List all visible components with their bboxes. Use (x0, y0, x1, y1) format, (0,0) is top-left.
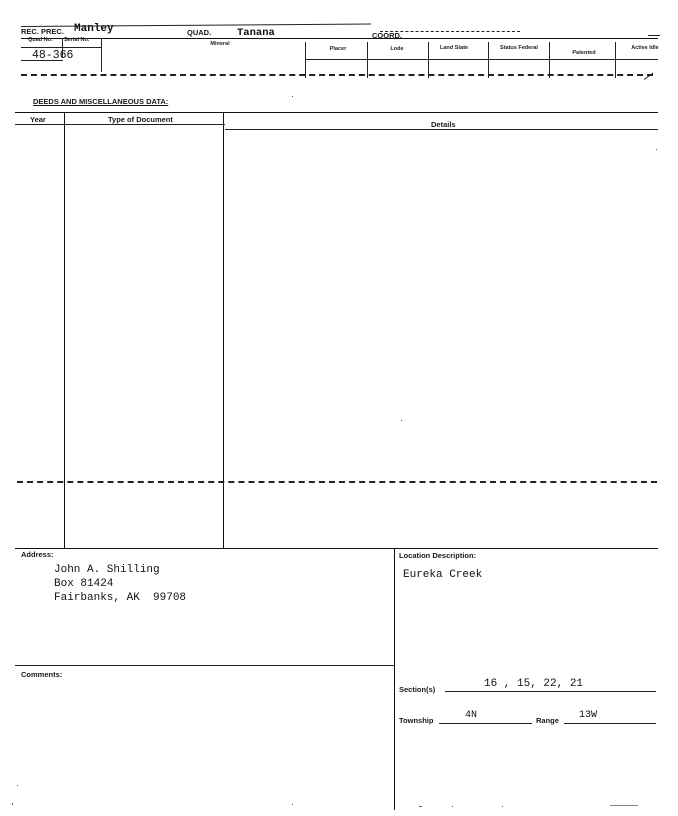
sections-label: Section(s) (399, 685, 436, 694)
speck (17, 785, 18, 786)
speck (401, 420, 402, 421)
address-line: Fairbanks, AK 99708 (54, 592, 187, 604)
speck (656, 149, 657, 150)
col-serial-no: Serial No. (64, 37, 90, 43)
deeds-header-rule-right (225, 129, 658, 130)
speck (419, 806, 422, 807)
location-description-label: Location Description: (399, 551, 477, 560)
col-patented: Patented (572, 50, 596, 56)
quad-serial-divider-rule (21, 47, 101, 48)
range-value: 13W (579, 710, 598, 721)
rec-prec-value: Manley (74, 23, 114, 35)
township-underline (439, 723, 532, 724)
quad-value: Tanana (237, 27, 275, 39)
speck (610, 805, 638, 806)
col-details: Details (431, 120, 456, 129)
col-divider (101, 38, 102, 72)
address-label: Address: (21, 550, 54, 559)
col-land-state: Land State (440, 45, 469, 51)
speck (452, 806, 453, 807)
comments-top-rule (15, 665, 394, 666)
col-lode: Lode (390, 46, 404, 52)
address-top-rule (15, 548, 658, 549)
col-type-of-document: Type of Document (108, 115, 173, 124)
speck (12, 803, 13, 805)
sections-value: 16 , 15, 22, 21 (484, 678, 584, 690)
col-mineral: Mineral (210, 41, 230, 47)
address-line: Box 81424 (54, 578, 114, 590)
deeds-title: DEEDS AND MISCELLANEOUS DATA: (33, 97, 169, 106)
col-divider (615, 42, 616, 78)
coord-label: COORD. (372, 31, 402, 40)
speck (292, 96, 293, 97)
range-underline (564, 723, 656, 724)
deeds-top-rule (15, 112, 658, 113)
col-placer: Placer (329, 46, 347, 52)
status-header-rule (305, 59, 658, 60)
quad-no-value: 48-366 (32, 49, 74, 62)
deeds-dashed-rule (17, 481, 657, 483)
col-status-federal: Status Federal (500, 45, 538, 51)
township-value: 4N (465, 710, 478, 721)
col-divider (305, 42, 306, 78)
col-year: Year (30, 115, 46, 124)
col-divider (488, 42, 489, 78)
address-line: John A. Shilling (54, 564, 160, 576)
range-label: Range (536, 716, 559, 725)
col-divider (367, 42, 368, 78)
col-divider (549, 42, 550, 78)
township-label: Township (399, 716, 434, 725)
col-active-idle: Active Idle (631, 45, 659, 51)
deeds-header-rule-left (15, 124, 225, 125)
header-right-rule (648, 35, 660, 36)
speck (292, 804, 293, 805)
address-location-divider (394, 548, 395, 810)
col-quad-no: Quad No. (28, 37, 53, 43)
location-description-value: Eureka Creek (403, 569, 483, 581)
quad-label: QUAD. (187, 28, 212, 37)
speck (502, 806, 503, 807)
coord-dashed-rule (380, 31, 520, 32)
col-divider (428, 42, 429, 78)
address-block (54, 563, 186, 605)
rec-prec-label: REC. PREC. (21, 27, 64, 36)
quad-value-underline (21, 60, 63, 61)
row-dashed-rule (21, 74, 653, 76)
sections-underline (445, 691, 656, 692)
comments-label: Comments: (21, 670, 63, 679)
columns-top-rule (21, 38, 658, 39)
